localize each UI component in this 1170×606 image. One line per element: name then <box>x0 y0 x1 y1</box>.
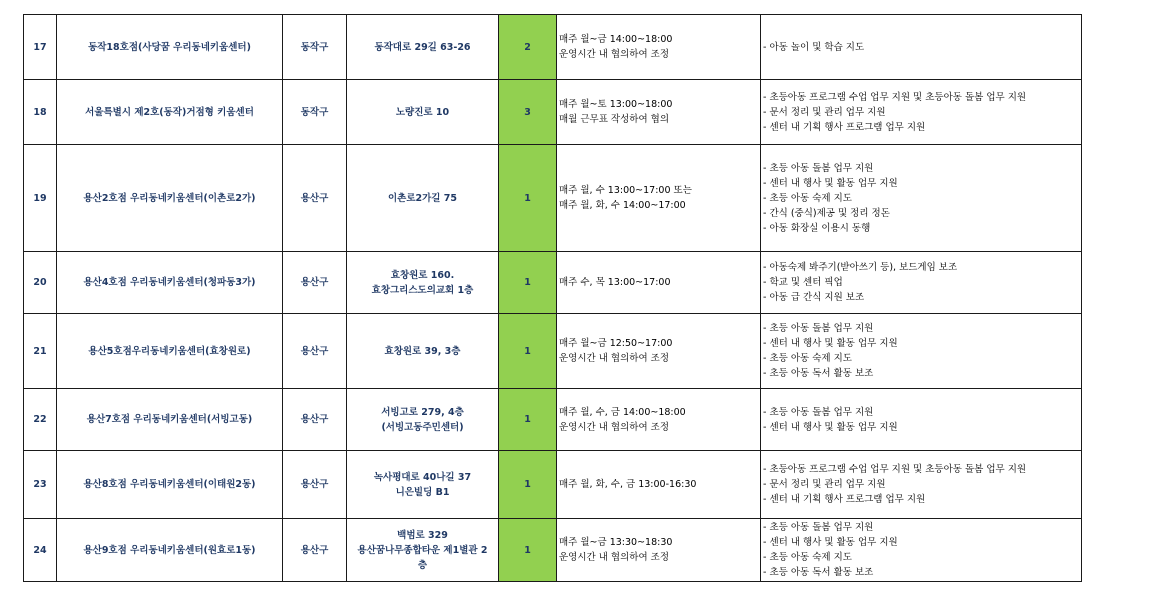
address <box>347 451 499 519</box>
row-number: 19 <box>24 145 57 252</box>
center-name: 서울특별시 제2호(동작)거점형 키움센터 <box>57 80 283 145</box>
duty-list-line: - 초등 아동 숙제 지도 <box>763 552 852 563</box>
duty-list-line: - 간식 (중식)제공 및 정리 정돈 <box>763 207 890 219</box>
center-name: 용산7호점 우리동네키움센터(서빙고동) <box>57 389 283 451</box>
table-row <box>24 519 1082 582</box>
address-line: 서빙고로 279, 4층 <box>381 406 464 418</box>
address <box>347 252 499 314</box>
duty-list <box>761 252 1082 314</box>
duty-list-line: - 초등 아동 독서 활동 보조 <box>763 368 874 379</box>
table-row <box>24 145 1082 252</box>
address-line: 녹사평대로 40나길 37 <box>373 471 472 483</box>
center-name: 용산2호점 우리동네키움센터(이촌로2가) <box>57 145 283 252</box>
work-time-line: 운영시간 내 협의하여 조정 <box>559 552 670 563</box>
work-time-line: 운영시간 내 협의하여 조정 <box>559 49 670 60</box>
recruit-count: 1 <box>499 252 557 314</box>
volunteer-table <box>23 14 1082 582</box>
table-body <box>24 15 1082 582</box>
work-time <box>557 314 761 389</box>
row-number: 24 <box>24 519 57 582</box>
duty-list <box>761 15 1082 80</box>
district: 용산구 <box>283 519 347 582</box>
duty-list <box>761 314 1082 389</box>
district: 용산구 <box>283 451 347 519</box>
duty-list <box>761 451 1082 519</box>
duty-list-line: - 아동 화장실 이용시 동행 <box>763 222 871 234</box>
work-time-line: 운영시간 내 협의하여 조정 <box>559 353 670 364</box>
work-time <box>557 80 761 145</box>
duty-list-line: - 센터 내 행사 및 활동 업무 지원 <box>763 537 898 548</box>
work-time-line: 매주 월~금 12:50~17:00 <box>559 338 673 349</box>
address <box>347 314 499 389</box>
work-time-line: 운영시간 내 협의하여 조정 <box>559 421 670 433</box>
address-line: 이촌로2가길 75 <box>387 192 458 204</box>
duty-list <box>761 80 1082 145</box>
address <box>347 15 499 80</box>
address <box>347 389 499 451</box>
address-line: 노량진로 10 <box>395 106 450 118</box>
work-time <box>557 15 761 80</box>
duty-list <box>761 389 1082 451</box>
address-line: 층 <box>417 559 428 571</box>
duty-list-line: - 센터 내 행사 및 활동 업무 지원 <box>763 338 898 349</box>
district: 용산구 <box>283 252 347 314</box>
work-time <box>557 145 761 252</box>
address-line: 니은빌딩 B1 <box>395 486 450 498</box>
duty-list-line: - 센터 내 행사 및 활동 업무 지원 <box>763 177 898 189</box>
duty-list-line: - 초등 아동 돌봄 업무 지원 <box>763 406 874 418</box>
table-row <box>24 252 1082 314</box>
duty-list-line: - 센터 내 기획 행사 프로그램 업무 지원 <box>763 494 926 505</box>
work-time-line: 매주 월~금 14:00~18:00 <box>559 34 673 45</box>
work-time-line: 매월 근무표 작성하여 협의 <box>559 114 670 125</box>
address-line: 효창원로 39, 3층 <box>384 345 461 357</box>
row-number: 18 <box>24 80 57 145</box>
work-time-line: 매주 월, 화, 수, 금 13:00-16:30 <box>559 479 697 490</box>
address-line: 동작대로 29길 63-26 <box>374 41 471 53</box>
work-time-line: 매주 월~토 13:00~18:00 <box>559 99 673 110</box>
duty-list-line: - 초등 아동 돌봄 업무 지원 <box>763 323 874 334</box>
volunteer-table-wrapper <box>23 14 1082 582</box>
table-row <box>24 15 1082 80</box>
row-number: 20 <box>24 252 57 314</box>
recruit-count: 3 <box>499 80 557 145</box>
address <box>347 80 499 145</box>
row-number: 21 <box>24 314 57 389</box>
work-time-line: 매주 월, 화, 수 14:00~17:00 <box>559 200 686 211</box>
work-time-line: 매주 월, 수 13:00~17:00 또는 <box>559 185 692 196</box>
work-time <box>557 519 761 582</box>
duty-list-line: - 아동 놀이 및 학습 지도 <box>763 41 865 53</box>
recruit-count: 2 <box>499 15 557 80</box>
work-time <box>557 451 761 519</box>
address <box>347 145 499 252</box>
center-name: 용산4호점 우리동네키움센터(청파동3가) <box>57 252 283 314</box>
duty-list-line: - 센터 내 기획 행사 프로그램 업무 지원 <box>763 121 926 133</box>
address-line: (서빙고동주민센터) <box>381 421 464 433</box>
recruit-count: 1 <box>499 389 557 451</box>
duty-list-line: - 초등 아동 숙제 지도 <box>763 353 852 364</box>
work-time <box>557 252 761 314</box>
recruit-count: 1 <box>499 145 557 252</box>
duty-list-line: - 아동숙제 봐주기(받아쓰기 등), 보드게임 보조 <box>763 262 958 273</box>
row-number: 23 <box>24 451 57 519</box>
district: 용산구 <box>283 314 347 389</box>
work-time-line: 매주 월, 수, 금 14:00~18:00 <box>559 406 686 418</box>
work-time-line: 매주 월~금 13:30~18:30 <box>559 537 673 548</box>
address-line: 효창원로 160. <box>390 269 455 281</box>
duty-list-line: - 초등 아동 숙제 지도 <box>763 192 852 204</box>
table-row <box>24 451 1082 519</box>
row-number: 22 <box>24 389 57 451</box>
district: 동작구 <box>283 15 347 80</box>
duty-list-line: - 문서 정리 및 관리 업무 지원 <box>763 479 886 490</box>
recruit-count: 1 <box>499 314 557 389</box>
district: 용산구 <box>283 145 347 252</box>
address-line: 백범로 329 <box>397 529 448 541</box>
district: 동작구 <box>283 80 347 145</box>
recruit-count: 1 <box>499 451 557 519</box>
table-row <box>24 314 1082 389</box>
duty-list-line: - 초등 아동 독서 활동 보조 <box>763 567 874 578</box>
duty-list-line: - 문서 정리 및 관리 업무 지원 <box>763 106 886 118</box>
table-row <box>24 80 1082 145</box>
duty-list-line: - 초등아동 프로그램 수업 업무 지원 및 초등아동 돌봄 업무 지원 <box>763 91 1027 103</box>
address <box>347 519 499 582</box>
district: 용산구 <box>283 389 347 451</box>
duty-list-line: - 아동 급 간식 지원 보조 <box>763 292 865 303</box>
duty-list <box>761 145 1082 252</box>
table-row <box>24 389 1082 451</box>
work-time-line: 매주 수, 목 13:00~17:00 <box>559 277 671 288</box>
center-name: 용산8호점 우리동네키움센터(이태원2동) <box>57 451 283 519</box>
center-name: 용산5호점우리동네키움센터(효창원로) <box>57 314 283 389</box>
duty-list-line: - 초등 아동 돌봄 업무 지원 <box>763 522 874 533</box>
work-time <box>557 389 761 451</box>
center-name: 동작18호점(사당꿈 우리동네키움센터) <box>57 15 283 80</box>
duty-list-line: - 초등 아동 돌봄 업무 지원 <box>763 162 874 174</box>
address-line: 용산꿈나무종합타운 제1별관 2 <box>357 544 488 556</box>
duty-list-line: - 센터 내 행사 및 활동 업무 지원 <box>763 421 898 433</box>
duty-list-line: - 학교 및 센터 픽업 <box>763 277 843 288</box>
center-name: 용산9호점 우리동네키움센터(원효로1동) <box>57 519 283 582</box>
address-line: 효창그리스도의교회 1층 <box>371 284 474 296</box>
duty-list <box>761 519 1082 582</box>
duty-list-line: - 초등아동 프로그램 수업 업무 지원 및 초등아동 돌봄 업무 지원 <box>763 464 1027 475</box>
recruit-count: 1 <box>499 519 557 582</box>
row-number: 17 <box>24 15 57 80</box>
